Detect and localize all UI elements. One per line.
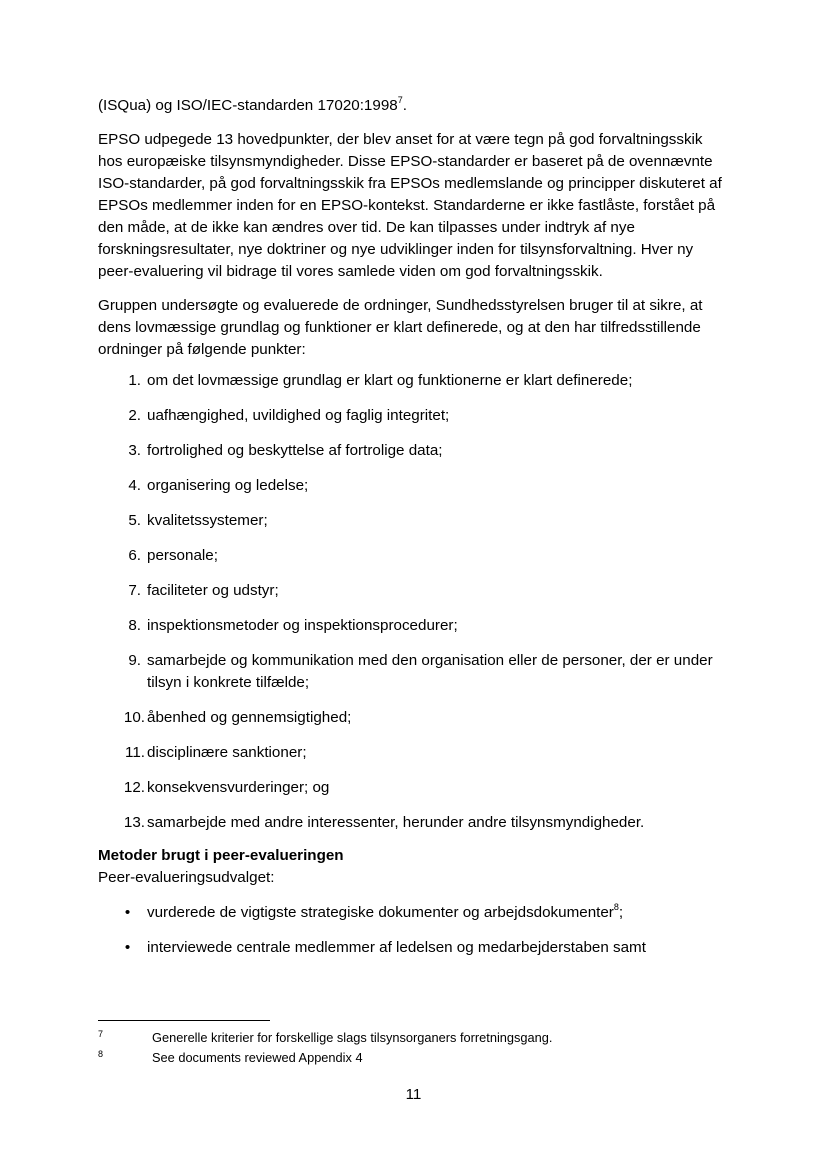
list-item xyxy=(98,440,726,462)
footnotes xyxy=(98,1028,726,1068)
intro-text: (ISQua) og ISO/IEC-standarden 17020:1998 xyxy=(98,97,398,114)
footnote xyxy=(98,1048,726,1068)
list-item xyxy=(98,707,726,729)
list-item xyxy=(98,545,726,567)
list-item-text: åbenhed og gennemsigtighed; xyxy=(147,709,352,726)
paragraph-epso: EPSO udpegede 13 hovedpunkter, der blev anset for at være tegn på god forvaltningsskik hos europæiske tilsynsmyndigheder. Disse EPSO-standarder er baseret på de ovennævnte ISO-standarder, på god forvaltningsskik fra EPSOs medlemslande og principper diskuteret af EPSOs medlemmer inden for en EPSO-kontekst. Standarderne er ikke fastlåste, forstået på den måde, at de ikke kan ændres over tid. De kan tilpasses under indtryk af nye forskningsresultater, nye doktriner og nye udviklinger inden for tilsynsforvaltning. Hver ny peer-evaluering vil bidrage til vores samlede viden om god forvaltningsskik. xyxy=(98,131,722,280)
footnote-ref-8[interactable]: 8 xyxy=(613,901,619,912)
paragraph-group: Gruppen undersøgte og evaluerede de ordninger, Sundhedsstyrelsen bruger til at sikre, at dens lovmæssige grundlag og funktioner er klart definerede, og at den har tilfredsstillende ordninger på følgende punkter: xyxy=(98,297,703,358)
list-item xyxy=(98,510,726,532)
footnote-ref-7[interactable]: 7 xyxy=(397,94,403,105)
bullet-tail: ; xyxy=(618,904,624,921)
page-number: 11 xyxy=(405,1086,422,1103)
list-item-text xyxy=(147,937,726,959)
list-item-number: 11. xyxy=(125,744,145,761)
list-item-text: om det lovmæssige grundlag er klart og funktionerne er klart definerede; xyxy=(147,372,633,389)
list-item-number: 3. xyxy=(128,442,141,459)
list-item-text: samarbejde og kommunikation med den organisation eller de personer, der er under tilsyn i konkrete tilfælde; xyxy=(147,652,713,691)
list-item-text: personale; xyxy=(147,547,218,564)
footnote-text: Generelle kriterier for forskellige slags tilsynsorganers forretningsgang. xyxy=(152,1030,553,1045)
list-item-number: 6. xyxy=(128,547,141,564)
bullet-icon: • xyxy=(124,904,131,921)
list-item xyxy=(98,475,726,497)
list-item-text: kvalitetssystemer; xyxy=(147,512,268,529)
list-item xyxy=(98,937,726,959)
list-item-number: 4. xyxy=(128,477,141,494)
list-item xyxy=(98,405,726,427)
list-item-number: 10. xyxy=(123,709,145,726)
bullet-text: interviewede centrale medlemmer af ledelsen og medarbejderstaben samt xyxy=(147,939,646,956)
list-item xyxy=(98,580,726,602)
list-item-text: organisering og ledelse; xyxy=(147,477,309,494)
intro-tail: . xyxy=(402,97,407,114)
list-item-text: faciliteter og udstyr; xyxy=(147,582,279,599)
list-item xyxy=(98,650,726,694)
list-item-text: fortrolighed og beskyttelse af fortrolige data; xyxy=(147,442,443,459)
list-item xyxy=(98,812,726,834)
list-item xyxy=(98,902,726,924)
list-item-number: 13. xyxy=(123,814,145,831)
list-item xyxy=(98,777,726,799)
section-lead: Peer-evalueringsudvalget: xyxy=(98,869,275,886)
list-item-number: 8. xyxy=(128,617,141,634)
footnote xyxy=(98,1028,726,1048)
list-item-text: inspektionsmetoder og inspektionsprocedurer; xyxy=(147,617,458,634)
footnote-text: See documents reviewed Appendix 4 xyxy=(152,1050,363,1065)
list-item-number: 7. xyxy=(128,582,141,599)
list-item-text xyxy=(147,902,726,924)
list-item-number: 12. xyxy=(123,779,145,796)
list-item-number: 2. xyxy=(128,407,141,424)
list-item-number: 5. xyxy=(128,512,141,529)
list-item xyxy=(98,370,726,392)
list-item xyxy=(98,615,726,637)
section-title: Metoder brugt i peer-evalueringen xyxy=(98,847,344,864)
list-item-text: samarbejde med andre interessenter, herunder andre tilsynsmyndigheder. xyxy=(147,814,645,831)
document-body xyxy=(98,95,726,972)
list-item-number: 1. xyxy=(128,372,141,389)
bullet-text: vurderede de vigtigste strategiske dokumenter og arbejdsdokumenter xyxy=(147,904,614,921)
evaluation-points-list xyxy=(98,370,726,834)
list-item-text: disciplinære sanktioner; xyxy=(147,744,307,761)
methods-bullet-list xyxy=(98,902,726,959)
intro-continuation xyxy=(98,95,726,117)
footnote-separator xyxy=(98,1020,270,1021)
footnote-number: 8 xyxy=(98,1049,104,1059)
bullet-icon: • xyxy=(124,939,131,956)
list-item-text: konsekvensvurderinger; og xyxy=(147,779,330,796)
footnote-number: 7 xyxy=(98,1029,104,1039)
list-item xyxy=(98,742,726,764)
list-item-number: 9. xyxy=(128,652,141,669)
list-item-text: uafhængighed, uvildighed og faglig integritet; xyxy=(147,407,450,424)
